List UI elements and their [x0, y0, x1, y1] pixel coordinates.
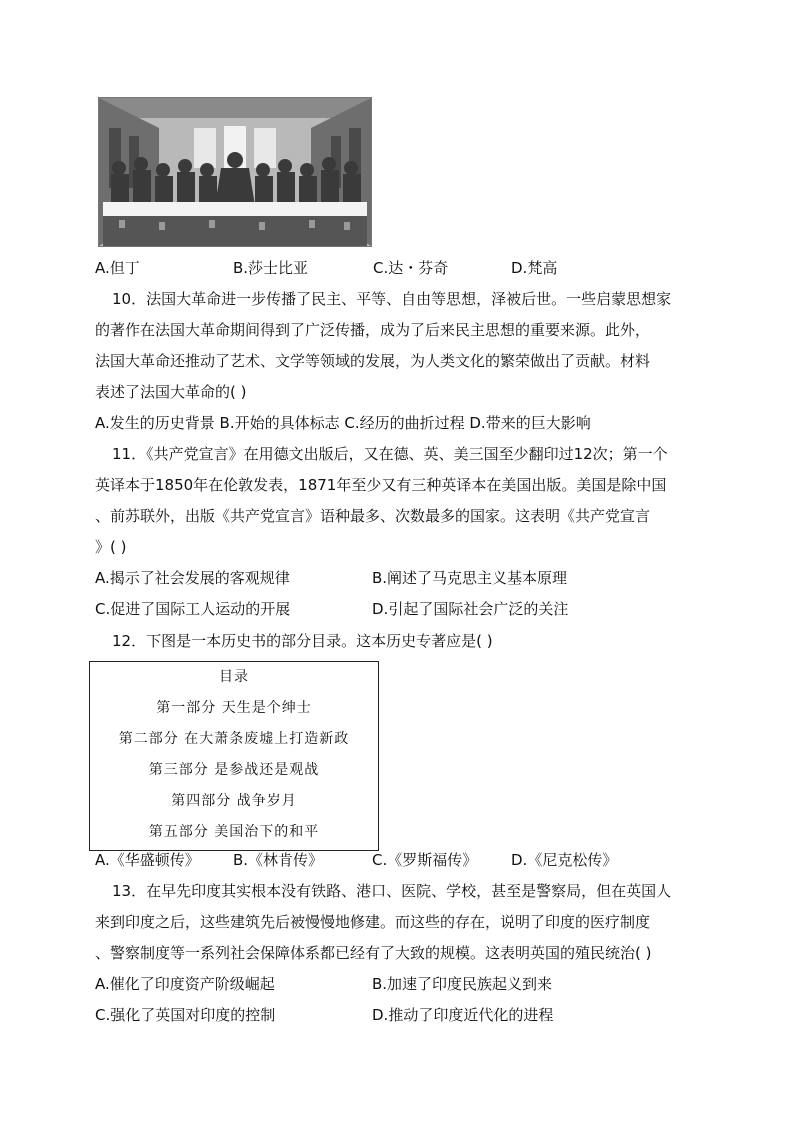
q11-stem-line-2: 英译本于1850年在伦敦发表，1871年至少又有三种英译本在美国出版。美国是除中国: [95, 476, 667, 494]
q11-stem-line-1: 11．《共产党宣言》在用德文出版后，又在德、英、美三国至少翻印过12次；第一个: [112, 445, 668, 463]
toc-item-2: 第二部分 在大萧条废墟上打造新政: [118, 731, 350, 747]
q13-option-a: A.催化了印度资产阶级崛起: [95, 975, 275, 993]
q13-stem-line-1: 13．在早先印度其实根本没有铁路、港口、医院、学校，甚至是警察局，但在英国人: [112, 882, 672, 900]
q10-options: A.发生的历史背景 B.开始的具体标志 C.经历的曲折过程 D.带来的巨大影响: [95, 414, 591, 432]
q9-option-c: C.达・芬奇: [373, 259, 449, 277]
q10-stem-line-4: 表述了法国大革命的( ): [95, 383, 247, 401]
painting-illustration: [99, 98, 371, 246]
q11-option-b: B.阐述了马克思主义基本原理: [372, 569, 568, 587]
q9-option-a: A.但丁: [95, 259, 140, 277]
q10-stem-line-2: 的著作在法国大革命期间得到了广泛传播，成为了后来民主思想的重要来源。此外，: [95, 321, 651, 339]
q11-stem-line-4: 》( ): [95, 538, 127, 556]
toc-item-3: 第三部分 是参战还是观战: [148, 762, 320, 778]
painting-image: [98, 97, 372, 247]
q12-option-c: C.《罗斯福传》: [372, 851, 478, 869]
toc-item-5: 第五部分 美国治下的和平: [148, 824, 320, 840]
q10-stem-line-3: 法国大革命还推动了艺术、文学等领域的发展，为人类文化的繁荣做出了贡献。材料: [95, 352, 651, 370]
q11-stem-line-3: 、前苏联外，出版《共产党宣言》语种最多、次数最多的国家。这表明《共产党宣言: [95, 507, 651, 525]
q13-option-c: C.强化了英国对印度的控制: [95, 1006, 276, 1024]
q12-option-d: D.《尼克松传》: [511, 851, 618, 869]
toc-item-1: 第一部分 天生是个绅士: [156, 700, 312, 716]
q13-stem-line-3: 、警察制度等一系列社会保障体系都已经有了大致的规模。这表明英国的殖民统治( ): [95, 944, 652, 962]
table-of-contents-box: [89, 661, 379, 851]
toc-item-4: 第四部分 战争岁月: [171, 793, 297, 809]
q13-stem-line-2: 来到印度之后，这些建筑先后被慢慢地修建。而这些的存在，说明了印度的医疗制度: [95, 913, 651, 931]
q9-option-d: D.梵高: [511, 259, 558, 277]
toc-title: 目录: [219, 669, 249, 685]
q9-option-b: B.莎士比亚: [233, 259, 309, 277]
q12-option-a: A.《华盛顿传》: [95, 851, 200, 869]
q12-stem: 12．下图是一本历史书的部分目录。这本历史专著应是( ): [112, 632, 493, 650]
q11-option-c: C.促进了国际工人运动的开展: [95, 600, 291, 618]
q12-option-b: B.《林肯传》: [233, 851, 324, 869]
q11-option-a: A.揭示了社会发展的客观规律: [95, 569, 290, 587]
q11-option-d: D.引起了国际社会广泛的关注: [372, 600, 569, 618]
q13-option-b: B.加速了印度民族起义到来: [372, 975, 553, 993]
q10-stem-line-1: 10．法国大革命进一步传播了民主、平等、自由等思想，泽被后世。一些启蒙思想家: [112, 290, 672, 308]
q13-option-d: D.推动了印度近代化的进程: [372, 1006, 554, 1024]
